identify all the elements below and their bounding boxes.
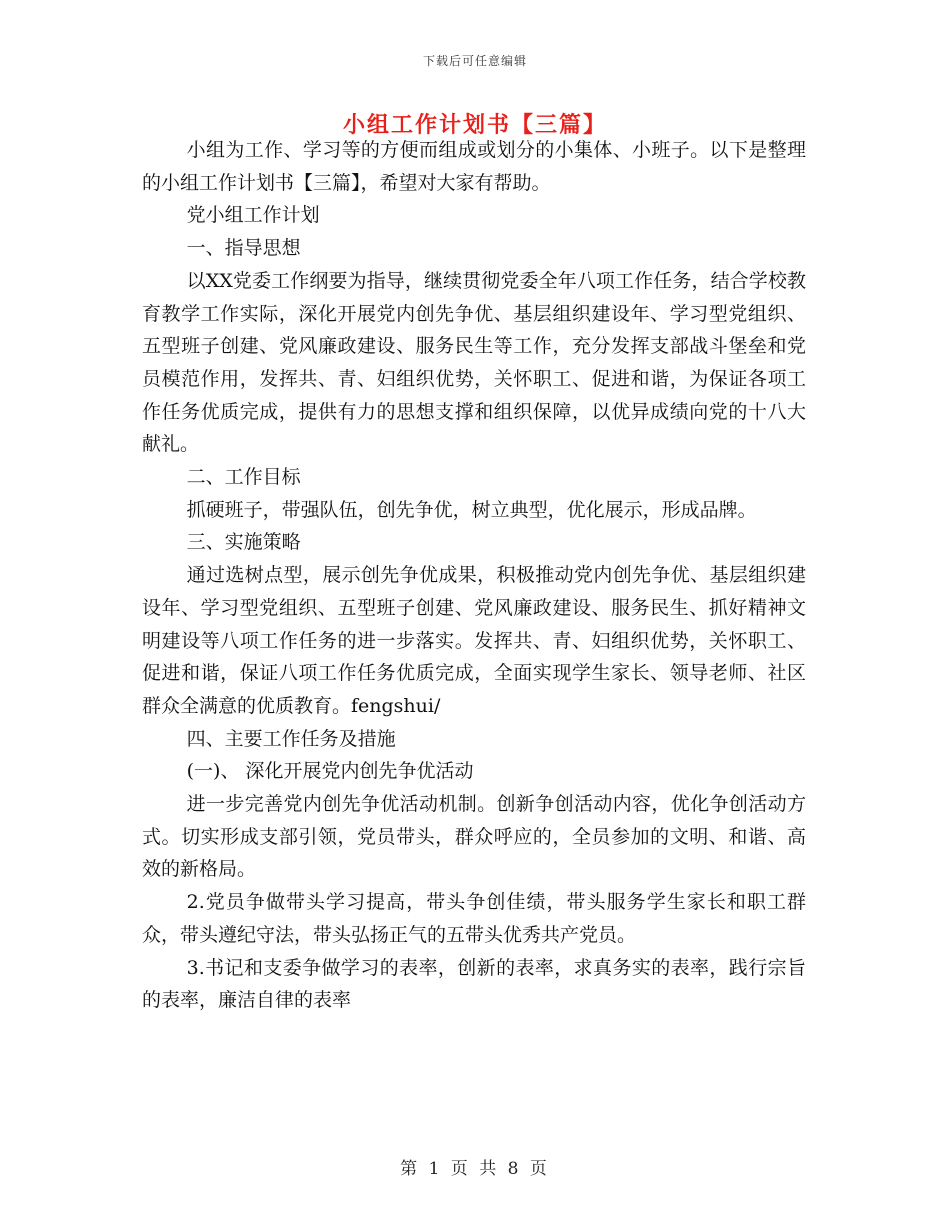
- document-title: 小组工作计划书【三篇】: [342, 112, 607, 138]
- page-header-note: 下载后可任意编辑: [422, 54, 527, 68]
- section-heading-guiding-thought: 一、指导思想: [186, 237, 301, 260]
- section-heading-strategy: 三、实施策略: [186, 531, 301, 554]
- section-heading-main-tasks: 四、主要工作任务及措施: [186, 727, 396, 750]
- document-body: [142, 134, 806, 1017]
- subsection-heading-1: (一)、 深化开展党内创先争优活动: [186, 760, 474, 783]
- guiding-thought-paragraph: 以XX党委工作纲要为指导，继续贯彻党委全年八项工作任务，结合学校教育教学工作实际，深化开展党内创先争优、基层组织建设年、学习型党组织、五型班子创建、党风廉政建设、服务民生等工作，充分发挥支部战斗堡垒和党员模范作用，发挥共、青、妇组织优势，关怀职工、促进和谐，为保证各项工作任务优质完成，提供有力的思想支撑和组织保障，以优异成绩向党的十八大献礼。: [142, 269, 806, 456]
- task-paragraph-1: 进一步完善党内创先争优活动机制。创新争创活动内容，优化争创活动方式。切实形成支部引领，党员带头，群众呼应的，全员参加的文明、和谐、高效的新格局。: [142, 793, 806, 881]
- task-paragraph-2: 2.党员争做带头学习提高，带头争创佳绩，带头服务学生家长和职工群众，带头遵纪守法，带头弘扬正气的五带头优秀共产党员。: [142, 891, 806, 946]
- task-paragraph-3: 3.书记和支委争做学习的表率，创新的表率，求真务实的表率，践行宗旨的表率，廉洁自律的表率: [142, 956, 806, 1012]
- section-heading-work-goals: 二、工作目标: [186, 466, 301, 489]
- page-number-footer: 第 1 页 共 8 页: [400, 1159, 550, 1179]
- intro-paragraph: 小组为工作、学习等的方便而组成或划分的小集体、小班子。以下是整理的小组工作计划书【三篇】，希望对大家有帮助。: [142, 139, 806, 194]
- section-heading-plan: 党小组工作计划: [186, 204, 320, 227]
- strategy-paragraph: 通过选树点型，展示创先争优成果，积极推动党内创先争优、基层组织建设年、学习型党组织、五型班子创建、党风廉政建设、服务民生、抓好精神文明建设等八项工作任务的进一步落实。发挥共、青、妇组织优势，关怀职工、促进和谐，保证八项工作任务优质完成，全面实现学生家长、领导老师、社区群众全满意的优质教育。fengshui/: [142, 564, 806, 717]
- work-goals-paragraph: 抓硬班子，带强队伍，创先争优，树立典型，优化展示，形成品牌。: [186, 498, 757, 521]
